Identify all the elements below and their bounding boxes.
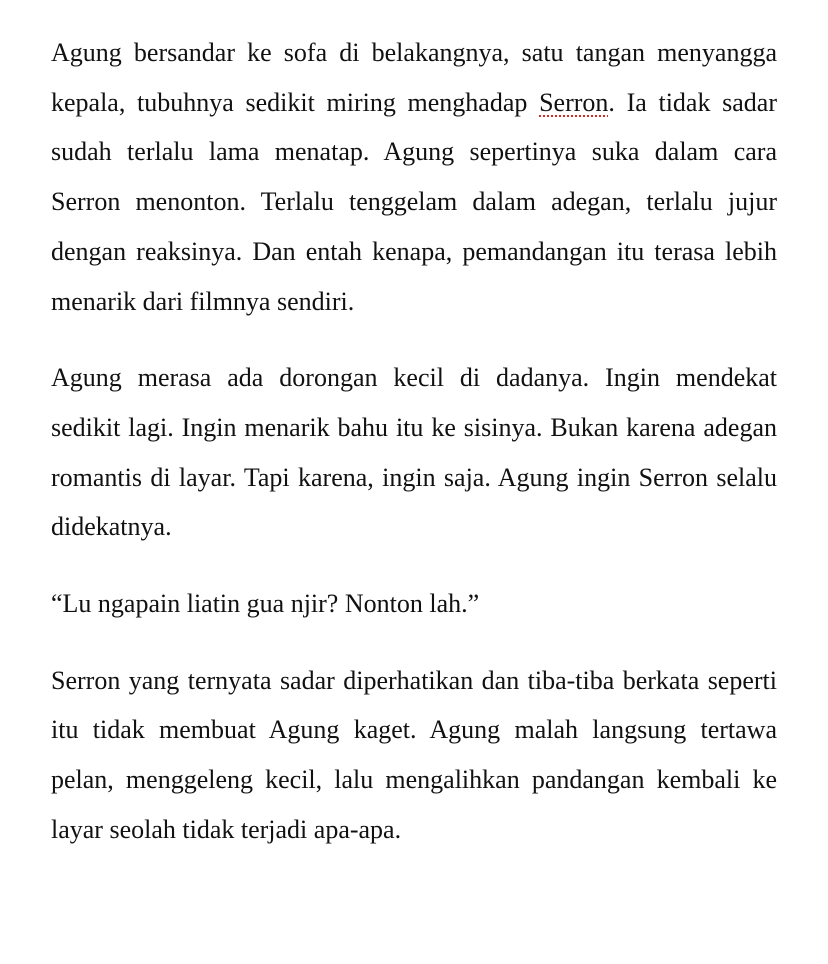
paragraph-1-text-middle: bersandar ke sofa di belakangnya, satu tangan menyangga kepala, tubuhnya sedikit miring menghadap <box>51 38 777 117</box>
document-body <box>51 28 777 882</box>
paragraph-2: Agung merasa ada dorongan kecil di dadanya. Ingin mendekat sedikit lagi. Ingin menarik bahu itu ke sisinya. Bukan karena adegan romantis di layar. Tapi karena, ingin saja. Agung ingin Serron selalu didekatnya. <box>51 363 777 542</box>
paragraph-1-text-end: . Ia tidak sadar sudah terlalu lama menatap. Agung sepertinya suka dalam cara Serron menonton. Terlalu tenggelam dalam adegan, terlalu jujur dengan reaksinya. Dan entah kenapa, pemandangan itu terasa lebih menarik dari filmnya sendiri. <box>51 87 778 316</box>
paragraph-1-text-start: Agung <box>51 38 122 67</box>
spellcheck-flagged-word[interactable]: Serron <box>539 87 609 117</box>
paragraph-3-dialogue: “Lu ngapain liatin gua njir? Nonton lah.” <box>51 589 480 619</box>
paragraph-4: Serron yang ternyata sadar diperhatikan dan tiba-tiba berkata seperti itu tidak membuat Agung kaget. Agung malah langsung tertawa pelan, menggeleng kecil, lalu mengalihkan pandangan kembali ke layar seolah tidak terjadi apa-apa. <box>51 665 777 844</box>
paragraph-1 <box>51 28 777 326</box>
